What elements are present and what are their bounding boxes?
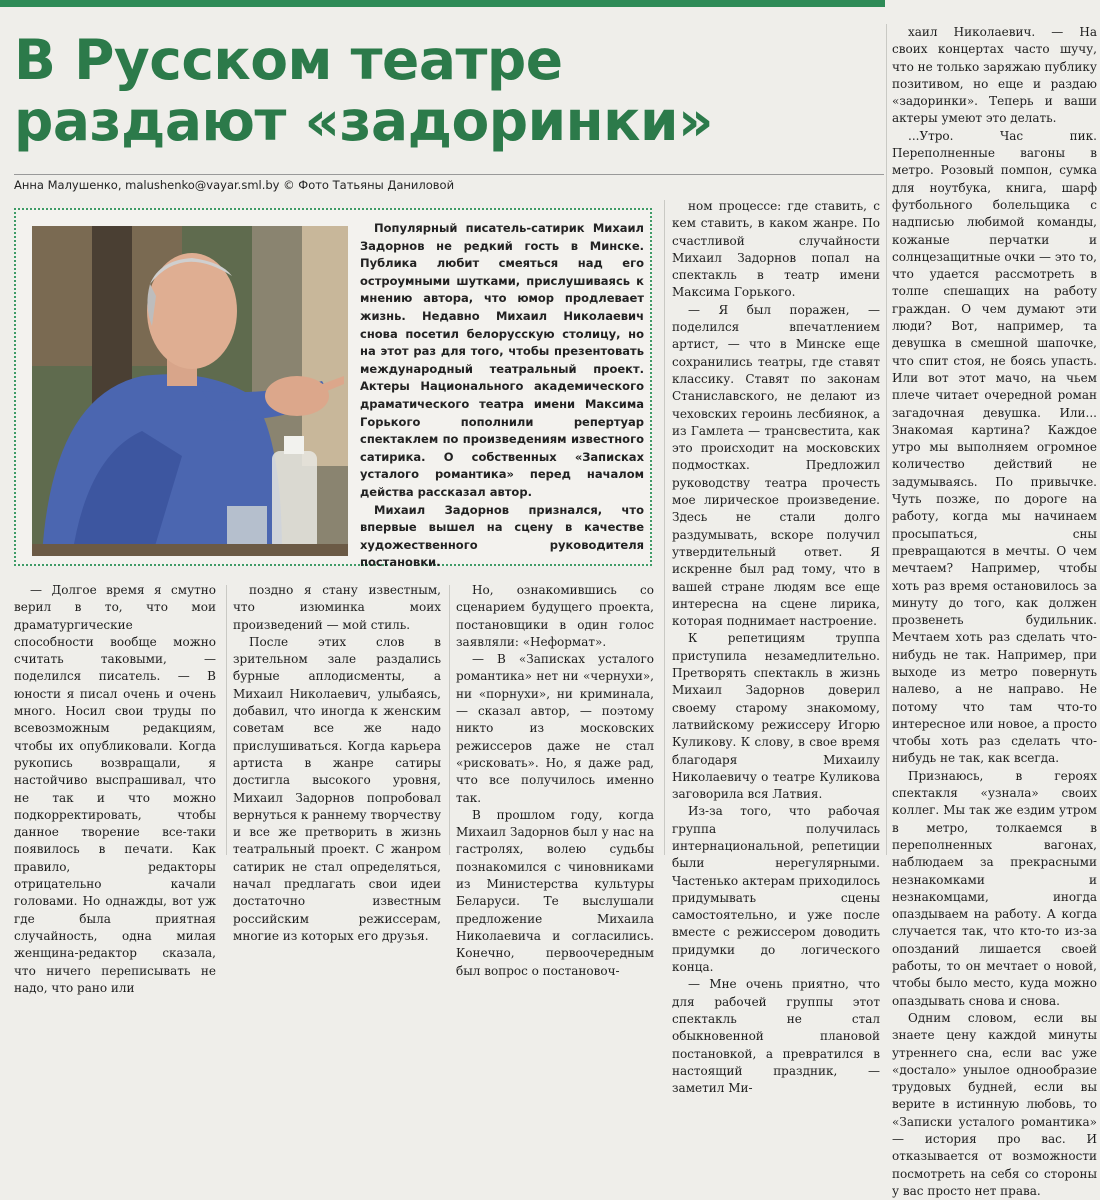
paragraph: хаил Николаевич. — На своих концертах часто шучу, что не только заряжаю публику позитивом, но еще и раздаю «задоринки». Теперь и ваши актеры умеют это делать. xyxy=(892,25,1097,126)
paragraph: поздно я стану известным, что изюминка моих произведений — мой стиль. xyxy=(233,583,441,632)
paragraph: В прошлом году, когда Михаил Задорнов был у нас на гастролях, волею судьбы познакомился с чиновниками из Министерства культуры Беларуси. Те выслушали предложение Михаила Николаевича и согласились. Конечно, первоочередным был вопрос о постановоч- xyxy=(456,807,654,978)
paragraph: Одним словом, если вы знаете цену каждой минуты утреннего сна, если вас уже «достало» унылое однообразие трудовых будней, если вы верите в истинную любовь, то «Записки усталого романтика» — история про вас. И отказывается от возможности посмотреть на себя со стороны у вас просто нет права. xyxy=(892,1010,1097,1198)
paragraph: После этих слов в зрительном зале раздались бурные аплодисменты, а Михаил Николаевич, улыбаясь, добавил, что иногда к женским советам все же надо прислушиваться. Когда карьера артиста в жанре сатиры достигла высокого уровня, Михаил Задорнов попробовал вернуться к раннему творчеству и все же претворить в жизнь театральный проект. С жанром сатирик не стал определяться, начал предлагать свои идеи достаточно известным российским режиссерам, многие из которых его друзья. xyxy=(233,634,441,943)
paragraph: — Мне очень приятно, что для рабочей группы этот спектакль не стал обыкновенной плановой постановкой, а превратился в настоящий праздник, — заметил Ми- xyxy=(672,977,880,1096)
byline: Анна Малушенко, malushenko@vayar.sml.by © Фото Татьяны Даниловой xyxy=(14,174,884,192)
text-column-2 xyxy=(233,582,441,943)
column-divider xyxy=(664,200,665,855)
text-column-1 xyxy=(14,582,216,995)
paragraph: — Я был поражен, — поделился впечатлением артист, — что в Минске еще сохранились театры, где ставят классику. Ставят по законам Станиславского, не делают из чеховских героинь лесбиянок, а из Гамлета — трансвестита, как это происходит на московских подмостках. Предложил руководству театра прочесть мое лирическое произведение. Здесь не стали долго раздумывать, вскоре получил утвердительный ответ. Я искренне был рад тому, что в вашей стране людям все еще интересна на сцене лирика, которая поднимает настроение. xyxy=(672,302,880,629)
lede-text xyxy=(360,220,644,572)
paragraph: Признаюсь, в героях спектакля «узнала» своих коллег. Мы так же ездим утром в метро, толкаемся в переполненных вагонах, наблюдаем за прекрасными незнакомками и незнакомцами, иногда опаздываем на работу. А когда случается так, что кто-то из-за опозданий лишается своей работы, то он мечтает о новой, чтобы было место, куда можно опаздывать снова и снова. xyxy=(892,768,1097,1008)
author-photo xyxy=(32,226,348,556)
paragraph: Из-за того, что рабочая группа получилась интернациональной, репетиции были нерегулярными. Частенько актерам приходилось придумывать сцены самостоятельно, и уже после вместе с режиссером доводить придумки до логического конца. xyxy=(672,804,880,975)
top-color-band xyxy=(0,0,885,7)
lede-paragraph: Михаил Задорнов признался, что впервые вышел на сцену в качестве художественного руководителя постановки. xyxy=(360,502,644,570)
column-divider xyxy=(449,585,450,855)
column-divider xyxy=(886,24,887,855)
paragraph: Но, ознакомившись со сценарием будущего проекта, постановщики в один голос заявляли: «Неформат». xyxy=(456,583,654,649)
paragraph: — Долгое время я смутно верил в то, что мои драматургические способности вообще можно считать таковыми, — поделился писатель. — В юности я писал очень и очень много. Носил свои труды по всевозможным редакциям, чтобы их опубликовали. Когда рукопись возвращали, я настойчиво выспрашивал, что не так и что можно подкорректировать, чтобы данное творение все-таки появилось в печати. Как правило, редакторы отрицательно качали головами. Но однажды, вот уж где была приятная случайность, одна милая женщина-редактор сказала, что ничего переписывать не надо, что рано или xyxy=(14,583,216,995)
headline-line-2: раздают «задоринки» xyxy=(14,89,714,153)
headline-line-1: В Русском театре xyxy=(14,28,563,92)
column-divider xyxy=(226,585,227,855)
text-column-5 xyxy=(892,24,1097,1198)
paragraph: К репетициям труппа приступила незамедлительно. Претворять спектакль в жизнь Михаил Задорнов доверил своему старому знакомому, латвийскому режиссеру Игорю Куликову. К слову, в свое время благодаря Михаилу Николаевичу о театре Куликова заговорила вся Латвия. xyxy=(672,631,880,802)
bleed-through-text-left xyxy=(0,0,14,210)
feature-box xyxy=(14,208,652,570)
paragraph: — В «Записках усталого романтика» нет ни «чернухи», ни «порнухи», ни криминала, — сказал автор, — поэтому никто из московских режиссеров даже не стал «рисковать». Но, я даже рад, что все получилось именно так. xyxy=(456,652,654,805)
text-column-3 xyxy=(456,582,654,978)
lede-paragraph: Популярный писатель-сатирик Михаил Задорнов не редкий гость в Минске. Публика любит смеяться над его остроумными шутками, прислушиваясь к мнению автора, что юмор продлевает жизнь. Недавно Михаил Николаевич снова посетил белорусскую столицу, но на этот раз для того, чтобы презентовать международный театральный проект. Актеры Национального академического драматического театра имени Максима Горького пополнили репертуар спектаклем по произведениям известного сатирика. О собственных «Записках усталого романтика» перед началом действа рассказал автор. xyxy=(360,221,644,499)
paragraph: ...Утро. Час пик. Переполненные вагоны в метро. Розовый помпон, сумка для ноутбука, книга, шарф футбольного болельщика с надписью любимой команды, кожаные перчатки и солнцезащитные очки — это то, что удается рассмотреть в толпе спешащих на работу граждан. О чем думают эти люди? Вот, например, та девушка в смешной шапочке, что спит стоя, не боясь упасть. Или вот этот мачо, на чьем плече читает очередной роман загадочная девушка. Или... Знакомая картина? Каждое утро мы выполняем огромное количество действий не задумываясь. По привычке. Чуть позже, по дороге на работу, когда мы начинаем просыпаться, сны превращаются в мечты. О чем мечтаем? Например, чтобы хоть раз время остановилось за минуту до того, как должен прозвенеть будильник. Мечтаем хоть раз сделать что-нибудь не так. Например, при выходе из метро повернуть налево, а не направо. Не потому что там что-то интересное или новое, а просто чтобы хоть раз сделать что-нибудь не так, как всегда. xyxy=(892,128,1097,766)
page-title xyxy=(14,30,834,152)
paragraph: ном процессе: где ставить, с кем ставить, в каком жанре. По счастливой случайности Михаил Задорнов попал на спектакль в театр имени Максима Горького. xyxy=(672,199,880,300)
text-column-4 xyxy=(672,198,880,1096)
